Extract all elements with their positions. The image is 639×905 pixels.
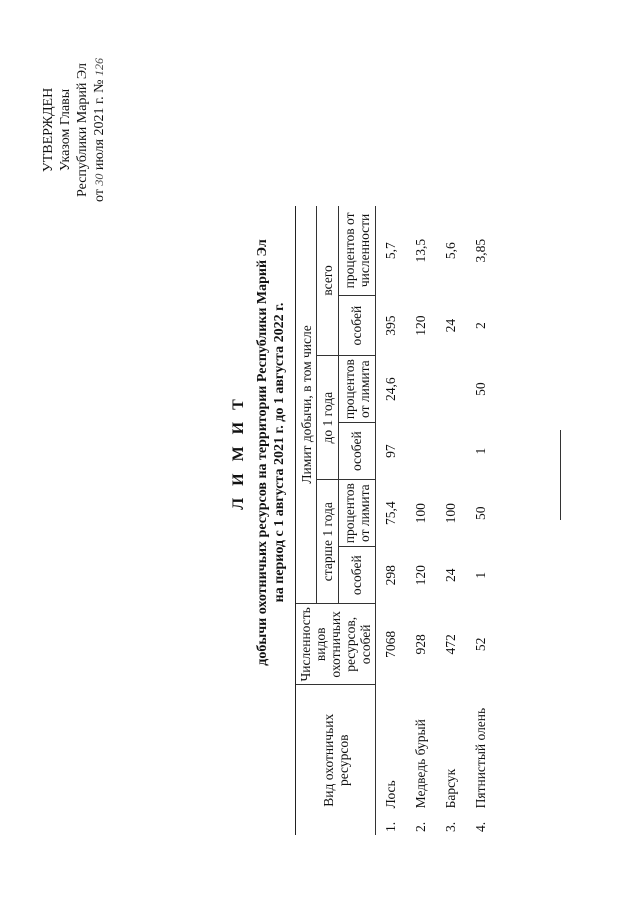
header-limit: Лимит добычи, в том числе (296, 206, 317, 604)
row-older-pct: 50 (473, 506, 488, 520)
row-older-individuals: 24 (443, 568, 458, 582)
header-older-pct-limit: процентов от лимита (338, 480, 375, 547)
row-population: 472 (443, 634, 458, 655)
approval-date-day: 30 (92, 173, 106, 186)
row-species-label: Барсук (443, 768, 458, 809)
row-total-pct: 13,5 (413, 238, 428, 263)
row-number: 2. (413, 821, 428, 832)
header-older: старше 1 года (317, 480, 338, 604)
row-older-individuals: 298 (383, 565, 398, 586)
header-population: Численность видов охотничьих ресурсов, особей (296, 604, 376, 685)
row-species-name (466, 685, 496, 835)
row-younger-individuals (436, 423, 466, 480)
row-total-pct: 5,7 (383, 242, 398, 260)
approval-line-3: Республики Марий Эл (75, 63, 90, 197)
row-population: 7068 (383, 630, 398, 658)
row-older-pct: 100 (443, 503, 458, 524)
header-younger-pct-limit: процентов от лимита (338, 356, 375, 423)
header-species: Вид охотничьих ресурсов (296, 685, 376, 835)
row-older-individuals: 1 (473, 571, 488, 579)
row-younger-individuals: 1 (473, 447, 488, 455)
header-total-individuals: особей (338, 296, 375, 356)
document-title (230, 0, 288, 905)
row-species-label: Лось (383, 780, 398, 809)
approval-stamp (40, 5, 108, 255)
row-species-name (376, 685, 407, 835)
header-total: всего (317, 206, 338, 356)
row-total-pct: 5,6 (443, 242, 458, 260)
closing-divider-line (560, 430, 561, 520)
row-total-individuals: 2 (473, 322, 488, 330)
row-species-label: Пятнистый олень (473, 707, 488, 809)
row-number: 1. (383, 821, 398, 832)
row-number: 3. (443, 821, 458, 832)
row-older-pct: 75,4 (383, 501, 398, 525)
approval-line-1: УТВЕРЖДЕН (41, 87, 56, 173)
row-younger-pct (436, 356, 466, 423)
row-younger-individuals (406, 423, 436, 480)
approval-date-rest: июля 2021 г. № (92, 79, 107, 171)
row-species-name (406, 685, 436, 835)
row-number: 4. (473, 821, 488, 832)
row-younger-pct: 24,6 (383, 377, 398, 401)
row-younger-individuals: 97 (383, 444, 398, 458)
table-row (466, 206, 496, 835)
row-younger-pct (406, 356, 436, 423)
row-younger-pct: 50 (473, 382, 488, 396)
row-total-pct: 3,85 (473, 238, 488, 263)
approval-line-2: Указом Главы (58, 88, 73, 172)
table-row (376, 206, 407, 835)
row-species-label: Медведь бурый (413, 719, 428, 809)
limits-table (295, 206, 496, 835)
approval-date-prefix: от (92, 189, 107, 202)
row-population: 52 (473, 637, 488, 652)
approval-date-line (91, 5, 108, 255)
row-total-individuals: 395 (383, 315, 398, 336)
title-line-2: на период с 1 августа 2021 г. до 1 августа 2022 г. (272, 302, 287, 603)
header-total-pct-population: процентов от численности (338, 206, 375, 296)
row-species-name (436, 685, 466, 835)
header-older-individuals: особей (338, 547, 375, 604)
row-total-individuals: 24 (443, 318, 458, 333)
approval-number: 126 (92, 58, 106, 76)
title-line-1: добычи охотничьих ресурсов на территории Республики Марий Эл (255, 239, 270, 666)
table-row (436, 206, 466, 835)
header-younger-individuals: особей (338, 423, 375, 480)
row-population: 928 (413, 634, 428, 655)
table-row (406, 206, 436, 835)
row-older-individuals: 120 (413, 565, 428, 586)
title-heading: Л И М И Т (230, 395, 247, 510)
row-total-individuals: 120 (413, 315, 428, 336)
header-younger: до 1 года (317, 356, 338, 480)
row-older-pct: 100 (413, 503, 428, 524)
